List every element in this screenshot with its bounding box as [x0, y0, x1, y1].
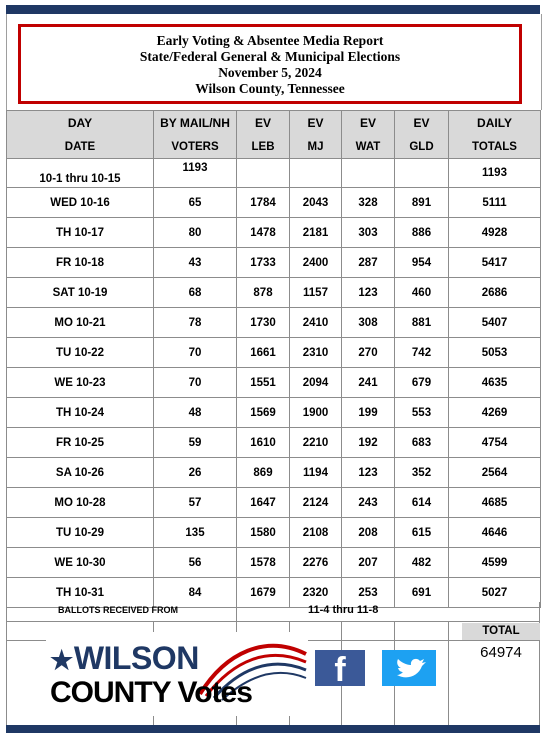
cell-by-mail-voters: 65 — [154, 188, 237, 218]
table-row — [7, 278, 541, 308]
cell-by-mail-voters: 48 — [154, 398, 237, 428]
twitter-bird-icon — [382, 650, 436, 686]
table-row — [7, 458, 541, 488]
cell-ev-leb: 1569 — [237, 398, 290, 428]
cell-ev-leb: 869 — [237, 458, 290, 488]
header-ev-mj: EV — [290, 111, 342, 136]
cell-ev-mj: 1194 — [290, 458, 342, 488]
cell-day-date: WE 10-23 — [7, 368, 154, 398]
cell-ev-gld: 352 — [395, 458, 449, 488]
cell-ev-mj: 2181 — [290, 218, 342, 248]
cell-ev-leb: 1580 — [237, 518, 290, 548]
cell-ev-leb: 1784 — [237, 188, 290, 218]
cell-ev-gld: 615 — [395, 518, 449, 548]
header-totals: TOTALS — [449, 135, 541, 159]
cell-ev-wat — [342, 159, 395, 188]
cell-day-date: FR 10-25 — [7, 428, 154, 458]
cell-ev-mj: 2043 — [290, 188, 342, 218]
cell-daily-total: 4646 — [449, 518, 541, 548]
facebook-icon[interactable]: f — [315, 650, 365, 686]
cell-day-date: 10-1 thru 10-15 — [7, 159, 154, 188]
table-row — [7, 218, 541, 248]
logo-line-2: COUNTY Votes — [50, 676, 252, 709]
cell-by-mail-voters: 59 — [154, 428, 237, 458]
header-row-1 — [7, 111, 541, 136]
top-bar — [6, 5, 540, 14]
cell-daily-total: 5111 — [449, 188, 541, 218]
cell-ev-leb: 878 — [237, 278, 290, 308]
header-row-2 — [7, 135, 541, 159]
cell-ev-wat: 192 — [342, 428, 395, 458]
cell-ev-leb: 1551 — [237, 368, 290, 398]
title-line-2: State/Federal General & Municipal Elections — [139, 49, 401, 64]
cell-ev-mj: 2400 — [290, 248, 342, 278]
cell-ev-mj: 2124 — [290, 488, 342, 518]
logo-line-1 — [50, 640, 199, 677]
cell-by-mail-voters: 80 — [154, 218, 237, 248]
cell-ev-wat: 243 — [342, 488, 395, 518]
cell-ev-wat: 241 — [342, 368, 395, 398]
table-row — [7, 548, 541, 578]
cell-ev-mj: 2094 — [290, 368, 342, 398]
bottom-bar — [6, 725, 540, 733]
footer — [6, 602, 540, 725]
cell-ev-mj: 2320 — [290, 578, 342, 608]
cell-ev-mj: 2410 — [290, 308, 342, 338]
cell-ev-wat: 303 — [342, 218, 395, 248]
header-ev-gld: EV — [395, 111, 449, 136]
cell-ev-wat: 207 — [342, 548, 395, 578]
cell-ev-mj: 2276 — [290, 548, 342, 578]
title-line-1: Early Voting & Absentee Media Report — [156, 33, 384, 48]
header-leb: LEB — [237, 135, 290, 159]
header-ev-wat: EV — [342, 111, 395, 136]
cell-ev-mj: 1900 — [290, 398, 342, 428]
cell-day-date: TH 10-17 — [7, 218, 154, 248]
cell-daily-total: 4685 — [449, 488, 541, 518]
cell-ev-gld — [395, 159, 449, 188]
header-day: DAY — [7, 111, 154, 136]
footer-divider — [448, 622, 449, 725]
cell-daily-total: 5417 — [449, 248, 541, 278]
cell-by-mail-voters: 68 — [154, 278, 237, 308]
total-label: TOTAL — [462, 623, 540, 641]
table-row — [7, 368, 541, 398]
header-date: DATE — [7, 135, 154, 159]
cell-ev-wat: 253 — [342, 578, 395, 608]
cell-ev-wat: 308 — [342, 308, 395, 338]
cell-ev-gld: 553 — [395, 398, 449, 428]
cell-by-mail-voters: 84 — [154, 578, 237, 608]
cell-ev-gld: 881 — [395, 308, 449, 338]
cell-ev-leb: 1478 — [237, 218, 290, 248]
cell-daily-total: 1193 — [449, 159, 541, 188]
cell-day-date: MO 10-28 — [7, 488, 154, 518]
cell-ev-gld: 482 — [395, 548, 449, 578]
cell-ev-gld: 742 — [395, 338, 449, 368]
table-row — [7, 518, 541, 548]
cell-ev-mj: 2108 — [290, 518, 342, 548]
voting-table-body — [7, 111, 541, 608]
cell-day-date: MO 10-21 — [7, 308, 154, 338]
cell-by-mail-voters: 70 — [154, 368, 237, 398]
logo-wilson-text: WILSON — [73, 640, 199, 676]
twitter-icon[interactable] — [382, 650, 436, 686]
cell-ev-gld: 691 — [395, 578, 449, 608]
cell-daily-total: 4269 — [449, 398, 541, 428]
cell-by-mail-voters: 26 — [154, 458, 237, 488]
cell-ev-gld: 954 — [395, 248, 449, 278]
cell-day-date: WED 10-16 — [7, 188, 154, 218]
cell-ev-wat: 270 — [342, 338, 395, 368]
cell-day-date: WE 10-30 — [7, 548, 154, 578]
cell-day-date: TH 10-24 — [7, 398, 154, 428]
header-voters: VOTERS — [154, 135, 237, 159]
title-line-4: Wilson County, Tennessee — [195, 81, 345, 96]
table-row — [7, 488, 541, 518]
cell-by-mail-voters: 43 — [154, 248, 237, 278]
footer-divider — [6, 621, 540, 622]
cell-ev-leb: 1578 — [237, 548, 290, 578]
cell-ev-gld: 683 — [395, 428, 449, 458]
report-sheet — [6, 5, 540, 733]
cell-daily-total: 5027 — [449, 578, 541, 608]
header-ev-leb: EV — [237, 111, 290, 136]
cell-ev-mj — [290, 159, 342, 188]
table-row — [7, 308, 541, 338]
ballots-received-label: BALLOTS RECEIVED FROM — [58, 605, 179, 615]
cell-ev-leb: 1647 — [237, 488, 290, 518]
table-row — [7, 188, 541, 218]
cell-day-date: SA 10-26 — [7, 458, 154, 488]
cell-by-mail-voters: 78 — [154, 308, 237, 338]
table-row — [7, 159, 541, 188]
cell-day-date: FR 10-18 — [7, 248, 154, 278]
wilson-county-votes-logo — [46, 632, 308, 716]
report-title — [18, 24, 522, 104]
cell-daily-total: 4928 — [449, 218, 541, 248]
cell-daily-total: 2564 — [449, 458, 541, 488]
cell-by-mail-voters: 135 — [154, 518, 237, 548]
cell-day-date: TH 10-31 — [7, 578, 154, 608]
cell-daily-total: 4599 — [449, 548, 541, 578]
cell-daily-total: 4754 — [449, 428, 541, 458]
cell-ev-wat: 123 — [342, 458, 395, 488]
cell-ev-wat: 208 — [342, 518, 395, 548]
cell-daily-total: 2686 — [449, 278, 541, 308]
table-row — [7, 248, 541, 278]
cell-daily-total: 5407 — [449, 308, 541, 338]
cell-ev-mj: 2210 — [290, 428, 342, 458]
ballots-received-range: 11-4 thru 11-8 — [308, 604, 379, 616]
header-gld: GLD — [395, 135, 449, 159]
table-row — [7, 428, 541, 458]
header-by-mail: BY MAIL/NH — [154, 111, 237, 136]
star-icon: ★ — [50, 645, 73, 675]
cell-ev-gld: 886 — [395, 218, 449, 248]
table-row — [7, 338, 541, 368]
cell-ev-gld: 679 — [395, 368, 449, 398]
cell-ev-wat: 199 — [342, 398, 395, 428]
cell-ev-mj: 1157 — [290, 278, 342, 308]
cell-ev-gld: 614 — [395, 488, 449, 518]
cell-by-mail-voters: 56 — [154, 548, 237, 578]
table-row — [7, 398, 541, 428]
cell-day-date: SAT 10-19 — [7, 278, 154, 308]
cell-ev-gld: 891 — [395, 188, 449, 218]
cell-daily-total: 5053 — [449, 338, 541, 368]
cell-ev-gld: 460 — [395, 278, 449, 308]
total-value: 64974 — [480, 644, 522, 661]
cell-ev-leb: 1730 — [237, 308, 290, 338]
cell-ev-leb: 1679 — [237, 578, 290, 608]
cell-ev-wat: 287 — [342, 248, 395, 278]
cell-by-mail-voters: 1193 — [154, 159, 237, 188]
cell-ev-leb: 1733 — [237, 248, 290, 278]
cell-ev-wat: 123 — [342, 278, 395, 308]
cell-ev-wat: 328 — [342, 188, 395, 218]
cell-ev-mj: 2310 — [290, 338, 342, 368]
cell-day-date: TU 10-22 — [7, 338, 154, 368]
header-mj: MJ — [290, 135, 342, 159]
cell-ev-leb: 1610 — [237, 428, 290, 458]
title-line-3: November 5, 2024 — [218, 65, 322, 80]
cell-by-mail-voters: 70 — [154, 338, 237, 368]
cell-day-date: TU 10-29 — [7, 518, 154, 548]
cell-by-mail-voters: 57 — [154, 488, 237, 518]
header-wat: WAT — [342, 135, 395, 159]
cell-daily-total: 4635 — [449, 368, 541, 398]
cell-ev-leb: 1661 — [237, 338, 290, 368]
cell-ev-leb — [237, 159, 290, 188]
title-area — [6, 14, 542, 110]
voting-table — [6, 110, 541, 608]
header-daily: DAILY — [449, 111, 541, 136]
